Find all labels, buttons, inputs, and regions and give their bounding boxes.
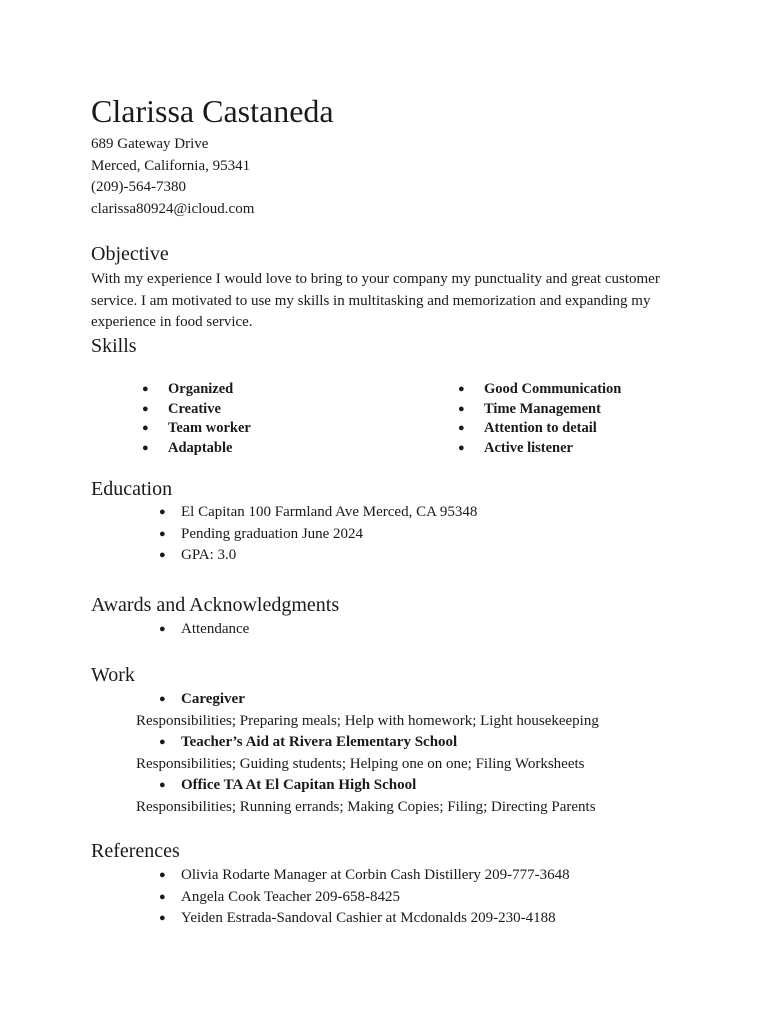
bullet-icon: ● [142, 441, 149, 454]
email-line: clarissa80924@icloud.com [91, 200, 255, 217]
skills-left-column [142, 380, 251, 458]
references-heading: References [91, 840, 180, 862]
bullet-icon: ● [159, 506, 166, 518]
skill-item: ● Organized [142, 380, 251, 400]
job-responsibilities: Responsibilities; Preparing meals; Help with homework; Light housekeeping [136, 712, 599, 729]
reference-item: ● Angela Cook Teacher 209-658-8425 [159, 887, 570, 909]
objective-text: With my experience I would love to bring to your company my punctuality and great customer service. I am motivated to use my skills in multitasking and memorization and expanding my experience in food service. [91, 271, 660, 330]
bullet-icon: ● [159, 779, 166, 791]
bullet-icon: ● [159, 527, 166, 540]
job-title: ● Teacher’s Aid at Rivera Elementary School [159, 732, 599, 754]
work-heading: Work [91, 664, 135, 686]
work-list [136, 689, 599, 818]
bullet-icon: ● [159, 549, 166, 561]
skill-item: ● Attention to detail [458, 419, 621, 439]
job-title: ● Office TA At El Capitan High School [159, 775, 599, 797]
awards-heading: Awards and Acknowledgments [91, 594, 340, 616]
bullet-icon: ● [159, 623, 166, 635]
bullet-icon: ● [458, 441, 465, 454]
bullet-icon: ● [458, 402, 465, 415]
bullet-icon: ● [159, 912, 166, 924]
skill-item: ● Active listener [458, 439, 621, 459]
bullet-icon: ● [142, 422, 149, 434]
contact-block [91, 134, 254, 220]
applicant-name: Clarissa Castaneda [91, 93, 334, 129]
references-list [159, 865, 570, 930]
skill-item: ● Creative [142, 400, 251, 420]
bullet-icon: ● [159, 869, 166, 881]
reference-item: ● Yeiden Estrada-Sandoval Cashier at Mcdonalds 209-230-4188 [159, 908, 570, 930]
job-responsibilities: Responsibilities; Running errands; Making Copies; Filing; Directing Parents [136, 798, 596, 815]
skills-right-column [458, 380, 621, 458]
reference-item: ● Olivia Rodarte Manager at Corbin Cash Distillery 209-777-3648 [159, 865, 570, 887]
skills-heading: Skills [91, 335, 137, 357]
bullet-icon: ● [159, 890, 166, 903]
city-line: Merced, California, 95341 [91, 157, 251, 174]
phone-line: (209)-564-7380 [91, 179, 186, 195]
bullet-icon: ● [142, 383, 149, 395]
job-responsibilities: Responsibilities; Guiding students; Helping one on one; Filing Worksheets [136, 755, 585, 772]
education-list [159, 502, 477, 567]
job-title: ● Caregiver [159, 689, 599, 711]
objective-heading: Objective [91, 243, 169, 265]
bullet-icon: ● [458, 422, 465, 434]
bullet-icon: ● [159, 693, 166, 705]
education-item: ● Pending graduation June 2024 [159, 524, 477, 546]
education-item: ● El Capitan 100 Farmland Ave Merced, CA 95348 [159, 502, 477, 524]
award-item: ● Attendance [159, 619, 249, 641]
education-item: ● GPA: 3.0 [159, 545, 477, 567]
skill-item: ● Adaptable [142, 439, 251, 459]
awards-list [159, 619, 249, 641]
skill-item: ● Time Management [458, 400, 621, 420]
education-heading: Education [91, 478, 173, 500]
bullet-icon: ● [458, 383, 465, 395]
skill-item: ● Good Communication [458, 380, 621, 400]
bullet-icon: ● [142, 402, 149, 415]
address-line: 689 Gateway Drive [91, 136, 209, 152]
skill-item: ● Team worker [142, 419, 251, 439]
bullet-icon: ● [159, 736, 166, 748]
